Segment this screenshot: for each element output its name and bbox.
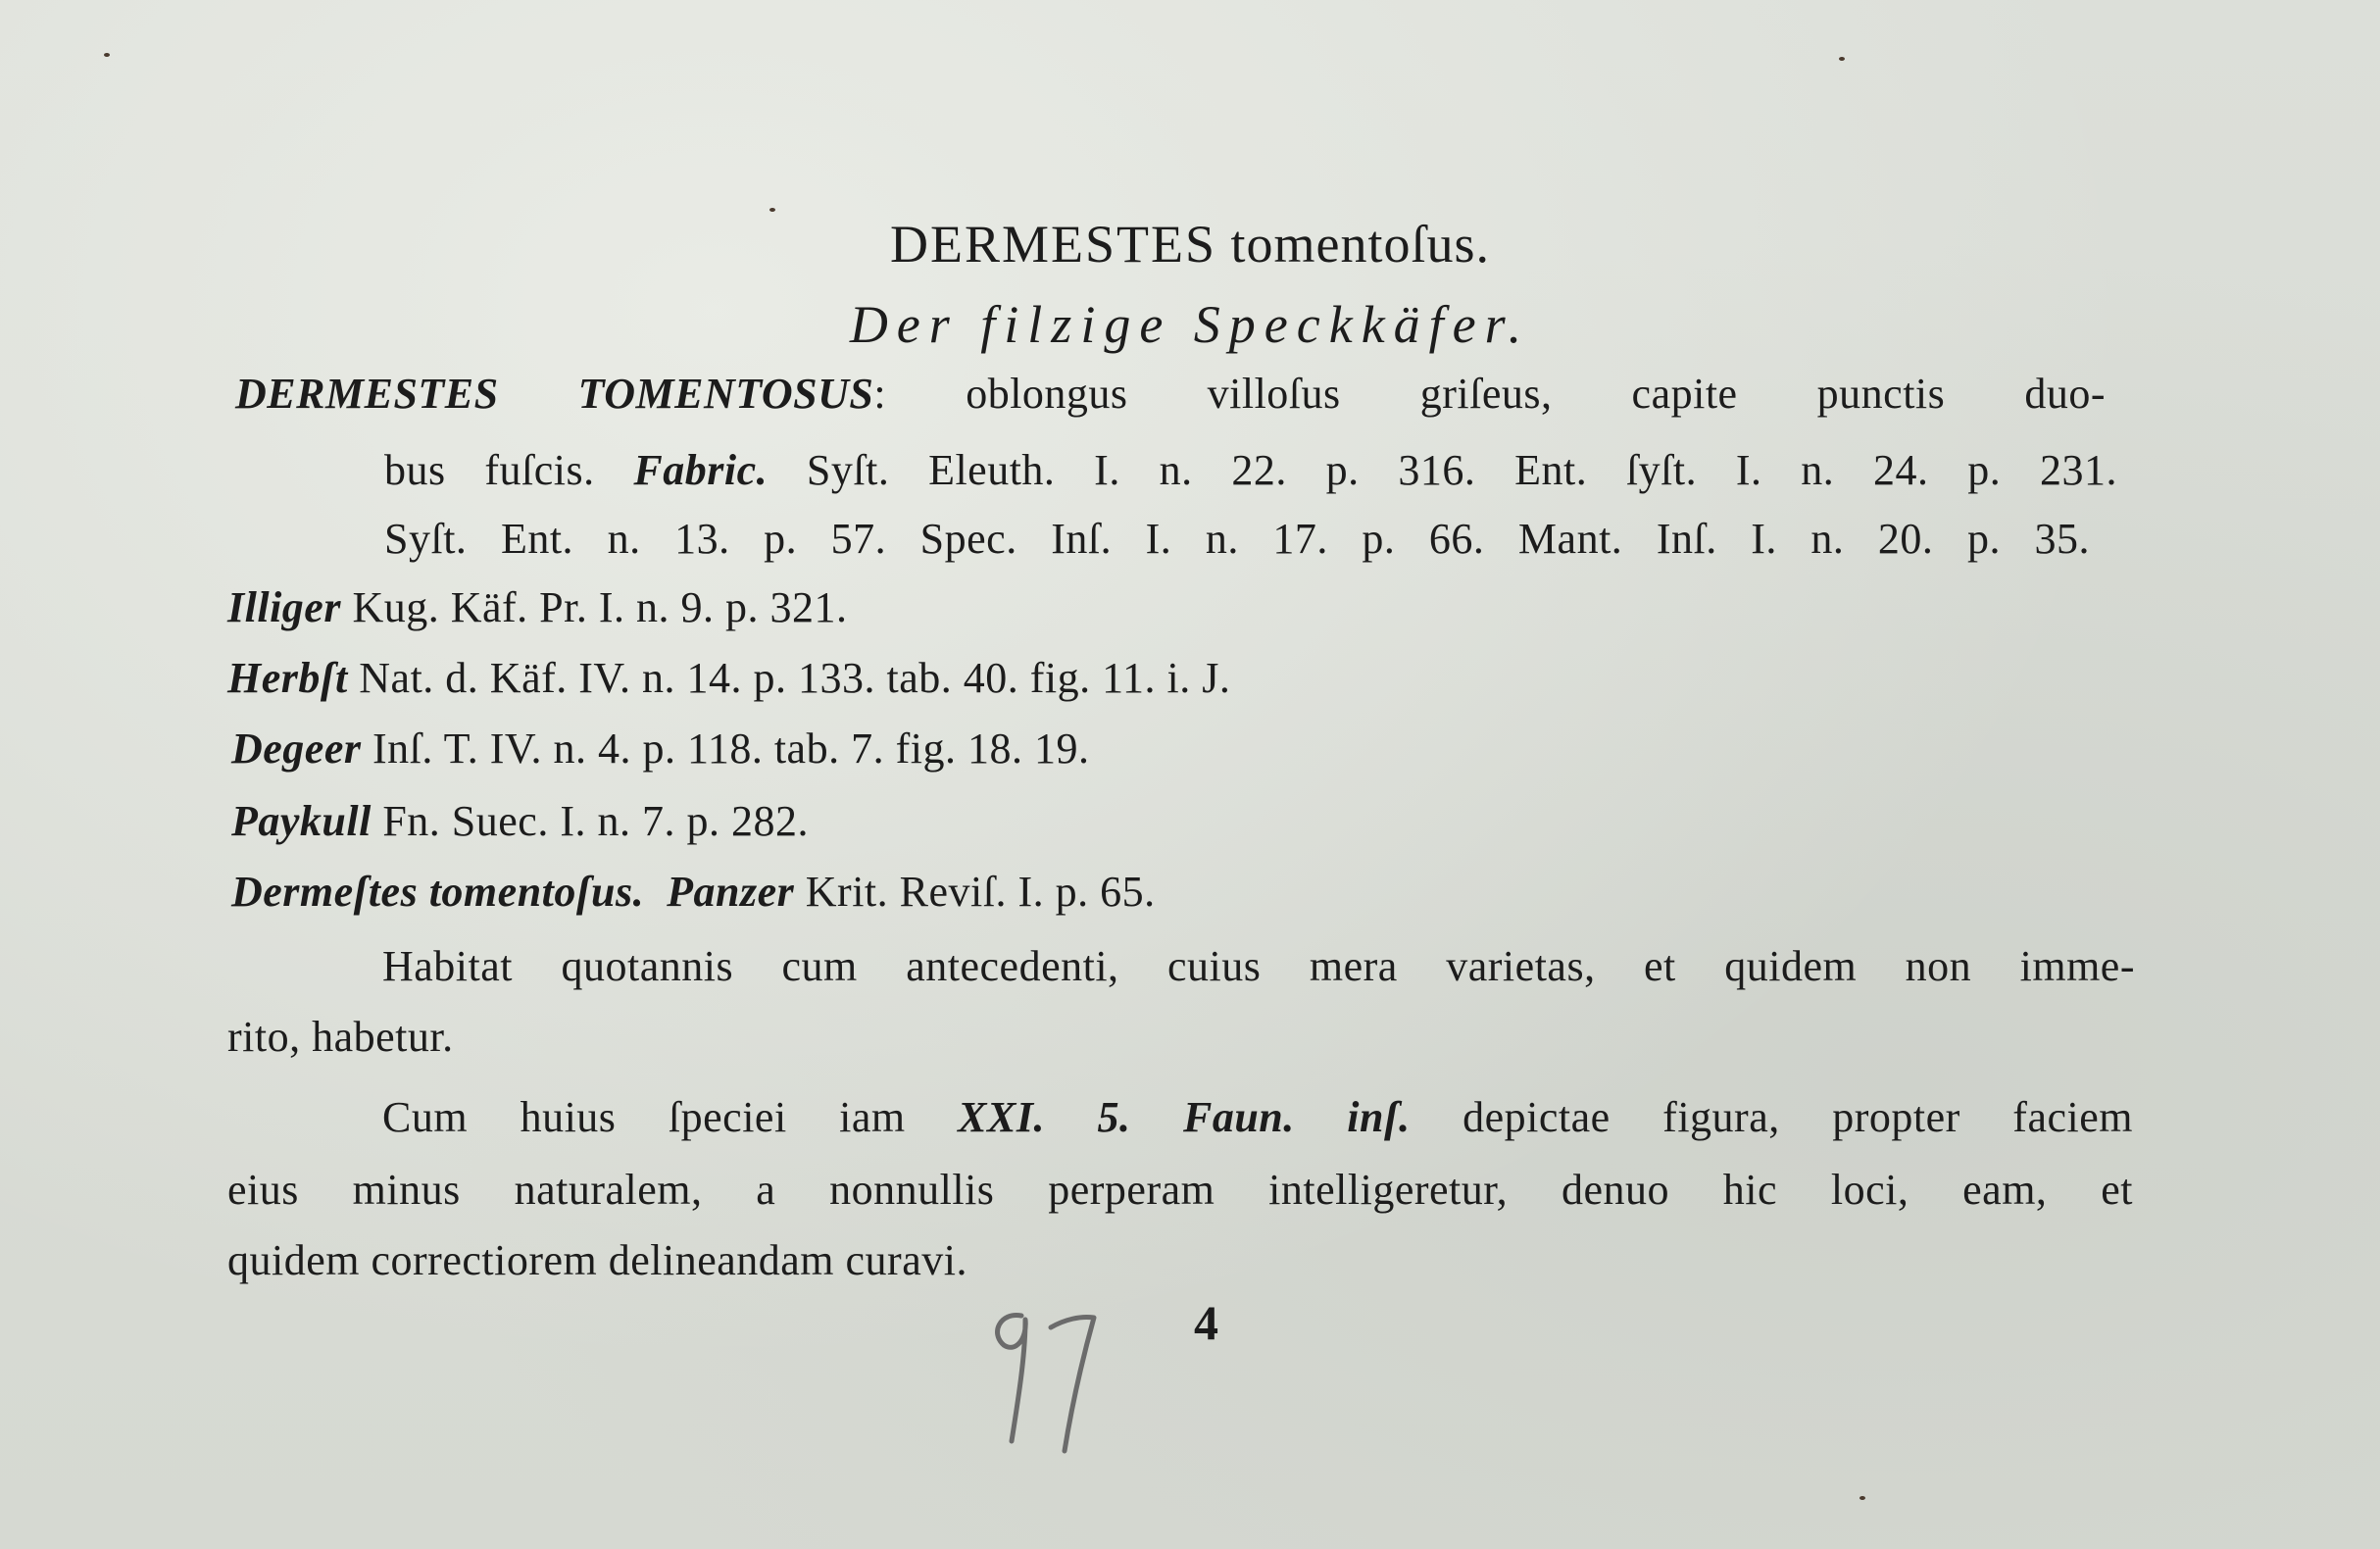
reference-citation: Inſ. T. IV. n. 4. p. 118. tab. 7. fig. 18. 19. <box>372 725 1090 773</box>
synonym-name: Dermeſtes tomentoſus. <box>231 868 645 916</box>
diagnosis-text-2: bus fuſcis. <box>384 446 595 494</box>
handwritten-number-drawing <box>970 1294 1117 1461</box>
diagnosis-line-1 <box>235 369 2106 419</box>
page-subtitle: Der filzige Speckkäfer. <box>849 295 1531 354</box>
paper-speck <box>769 208 775 212</box>
paper-speck <box>104 53 110 57</box>
page-title <box>0 214 2380 275</box>
synonym-citation: Krit. Reviſ. I. p. 65. <box>805 868 1156 916</box>
paragraph-2-text: Cum huius ſpeciei iam <box>382 1093 906 1141</box>
reference-herbst <box>227 653 1230 703</box>
reference-illiger <box>227 582 848 632</box>
paragraph-2-line-3: quidem correctiorem delineandam curavi. <box>227 1236 967 1284</box>
paragraph-1-line-2: rito, habetur. <box>227 1013 454 1061</box>
paragraph-1-line-1: Habitat quotannis cum antecedenti, cuius mera varietas, et quidem non imme- <box>382 942 2135 990</box>
synonym-line <box>231 867 1156 917</box>
paragraph-2-line-2: eius minus naturalem, a nonnullis perperam intelligeretur, denuo hic loci, eam, et <box>227 1166 2133 1214</box>
reference-citation: Fn. Suec. I. n. 7. p. 282. <box>382 797 809 845</box>
diagnosis-colon: : <box>873 370 887 418</box>
diagnosis-line-3: Syſt. Ent. n. 13. p. 57. Spec. Inſ. I. n. 17. p. 66. Mant. Inſ. I. n. 20. p. 35. <box>384 515 2090 563</box>
plate-reference: XXI. 5. Faun. inſ. <box>958 1093 1411 1141</box>
reference-paykull <box>231 796 809 846</box>
diagnosis-line-2 <box>384 445 2117 495</box>
paragraph-2-text-end: depictae figura, propter faciem <box>1463 1093 2133 1141</box>
author-fabricius: Fabric. <box>633 446 769 494</box>
reference-author: Paykull <box>231 797 372 845</box>
reference-citation: Kug. Käf. Pr. I. n. 9. p. 321. <box>352 583 848 631</box>
diagnosis-text: oblongus villoſus griſeus, capite punctis duo- <box>966 370 2106 418</box>
paper-speck <box>1859 1496 1865 1500</box>
species-name: DERMESTES TOMENTOSUS <box>235 370 874 418</box>
handwritten-number <box>970 1294 1117 1461</box>
reference-citation: Nat. d. Käf. IV. n. 14. p. 133. tab. 40. fig. 11. i. J. <box>359 654 1231 702</box>
citation-fabricius: Syſt. Eleuth. I. n. 22. p. 316. Ent. ſyſt. I. n. 24. p. 231. <box>806 446 2118 494</box>
paper-speck <box>1839 57 1845 61</box>
title-species: tomentoſus. <box>1230 215 1491 274</box>
paragraph-2-line-1 <box>382 1092 2133 1142</box>
reference-author: Degeer <box>231 725 362 773</box>
reference-author: Herbſt <box>227 654 348 702</box>
title-genus: DERMESTES <box>889 215 1217 274</box>
reference-degeer <box>231 724 1089 774</box>
reference-author: Illiger <box>227 583 341 631</box>
page-number: 4 <box>1194 1295 1218 1350</box>
synonym-author: Panzer <box>667 868 795 916</box>
